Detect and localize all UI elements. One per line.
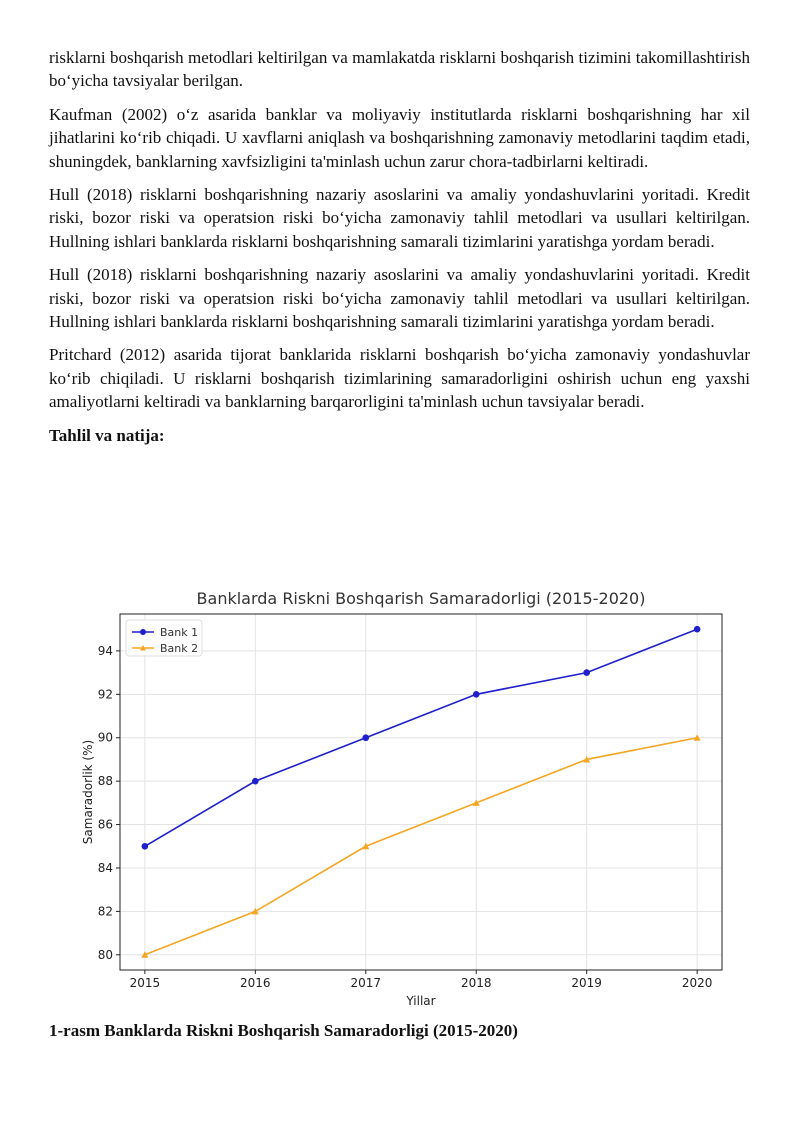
paragraph: Hull (2018) risklarni boshqarishning nazariy asoslarini va amaliy yondashuvlarini yoritadi. Kredit riski, bozor riski va operatsion riski bo‘yicha zamonaviy tahlil metodlari va usullari keltirilgan. Hullning ishlari banklarda risklarni boshqarishning samarali tizimlarini yaratishga yordam beradi. xyxy=(49,265,750,332)
chart-title: Banklarda Riskni Boshqarish Samaradorligi (2015-2020) xyxy=(196,589,646,608)
y-tick-label: 92 xyxy=(97,687,113,702)
y-axis-label: Samaradorlik (%) xyxy=(81,739,95,845)
legend-label: Bank 2 xyxy=(160,642,199,655)
y-tick-label: 86 xyxy=(97,817,113,832)
legend-marker xyxy=(140,629,146,635)
x-tick-label: 2019 xyxy=(571,976,602,990)
data-point xyxy=(694,626,701,633)
x-axis-label: Yillar xyxy=(406,994,436,1008)
data-point xyxy=(362,734,369,741)
data-point xyxy=(473,691,480,698)
y-tick-label: 80 xyxy=(97,947,113,962)
data-point xyxy=(252,778,259,785)
figure-caption: 1-rasm Banklarda Riskni Boshqarish Samaradorligi (2015-2020) xyxy=(49,1021,518,1040)
data-point xyxy=(142,843,149,850)
x-tick-label: 2016 xyxy=(240,976,271,990)
line-chart xyxy=(74,578,754,1010)
plot-frame xyxy=(120,614,722,970)
series-line xyxy=(145,738,697,955)
y-tick-label: 94 xyxy=(97,643,113,658)
y-tick-label: 82 xyxy=(97,904,113,919)
paragraph: Pritchard (2012) asarida tijorat banklarida risklarni boshqarish bo‘yicha zamonaviy yondashuvlar ko‘rib chiqiladi. U risklarni boshqarish tizimlarining samaradorligini oshirish uchun eng yaxshi amaliyotlarni keltiradi va banklarning barqarorligini ta'minlash uchun tavsiyalar beradi. xyxy=(49,345,750,412)
y-tick-label: 90 xyxy=(97,730,113,745)
x-tick-label: 2017 xyxy=(350,976,382,990)
x-tick-label: 2020 xyxy=(681,976,713,990)
body-text xyxy=(49,46,750,447)
paragraph: Kaufman (2002) o‘z asarida banklar va moliyaviy institutlarda risklarni boshqarishning har xil jihatlarini ko‘rib chiqadi. U xavflarni aniqlash va boshqarishning zamonaviy metodlarini taqdim etadi, shuningdek, banklarning xavfsizligini ta'minlash uchun zarur chora-tadbirlarni keltiradi. xyxy=(49,104,750,171)
legend-label: Bank 1 xyxy=(160,626,199,639)
y-tick-label: 88 xyxy=(97,774,113,789)
paragraph: Hull (2018) risklarni boshqarishning nazariy asoslarini va amaliy yondashuvlarini yoritadi. Kredit riski, bozor riski va operatsion riski bo‘yicha zamonaviy tahlil metodlari va usullari keltirilgan. Hullning ishlari banklarda risklarni boshqarishning samarali tizimlarini yaratishga yordam beradi. xyxy=(49,185,750,251)
y-tick-label: 84 xyxy=(97,860,113,875)
section-heading: Tahlil va natija: xyxy=(49,425,165,445)
x-tick-label: 2015 xyxy=(129,976,161,990)
x-tick-label: 2018 xyxy=(460,976,492,990)
data-point xyxy=(583,669,590,676)
chart-figure xyxy=(74,578,754,1010)
paragraph: risklarni boshqarish metodlari keltirilgan va mamlakatda risklarni boshqarish tizimini takomillashtirish bo‘yicha tavsiyalar berilgan. xyxy=(49,48,750,91)
